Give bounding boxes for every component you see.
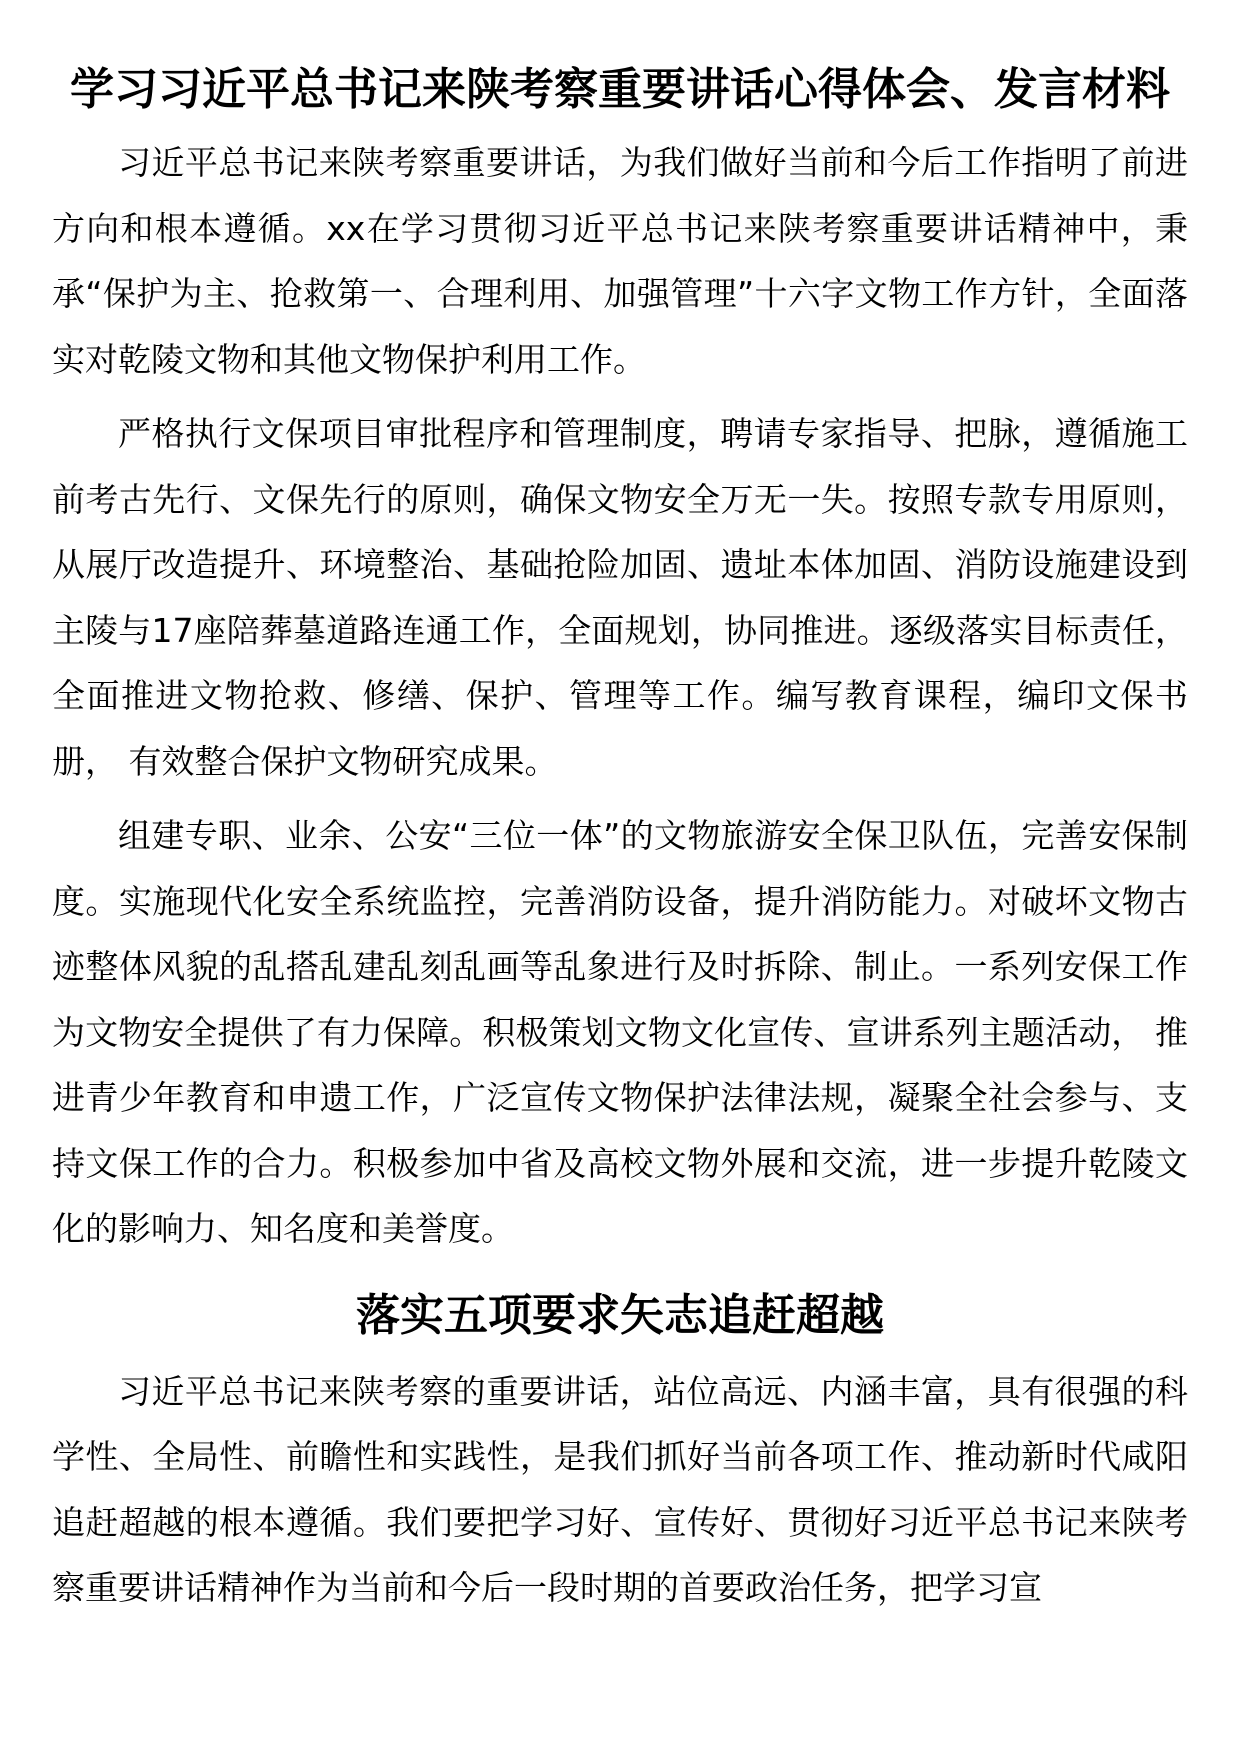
body-paragraph: 严格执行文保项目审批程序和管理制度，聘请专家指导、把脉，遵循施工前考古先行、文保先行的原则，确保文物安全万无一失。按照专款专用原则， 从展厅改造提升、环境整治、基础抢险加固、遗址本体加固、消防设施建设到主陵与17座陪葬墓道路连通工作，全面规划，协同推进。逐级落实目标责任， 全面推进文物抢救、修缮、保护、管理等工作。编写教育课程，编印文保书册， 有效整合保护文物研究成果。 xyxy=(52,414,1188,781)
document-title: 学习习近平总书记来陕考察重要讲话心得体会、发言材料 xyxy=(70,64,1170,115)
section-heading: 落实五项要求矢志追赶超越 xyxy=(356,1289,884,1341)
body-paragraph: 组建专职、业余、公安“三位一体”的文物旅游安全保卫队伍，完善安保制度。实施现代化安全系统监控，完善消防设备，提升消防能力。对破坏文物古迹整体风貌的乱搭乱建乱刻乱画等乱象进行及时拆除、制止。一系列安保工作为文物安全提供了有力保障。积极策划文物文化宣传、宣讲系列主题活动， 推进青少年教育和申遗工作，广泛宣传文物保护法律法规，凝聚全社会参与、支持文保工作的合力。积极参加中省及高校文物外展和交流，进一步提升乾陵文化的影响力、知名度和美誉度。 xyxy=(52,816,1188,1248)
document-page xyxy=(52,0,1188,1621)
body-paragraph: 习近平总书记来陕考察的重要讲话，站位高远、内涵丰富，具有很强的科学性、全局性、前瞻性和实践性，是我们抓好当前各项工作、推动新时代咸阳追赶超越的根本遵循。我们要把学习好、宣传好、贯彻好习近平总书记来陕考察重要讲话精神作为当前和今后一段时期的首要政治任务，把学习宣 xyxy=(52,1371,1188,1607)
body-paragraph: 习近平总书记来陕考察重要讲话，为我们做好当前和今后工作指明了前进方向和根本遵循。xx在学习贯彻习近平总书记来陕考察重要讲话精神中，秉承“保护为主、抢救第一、合理利用、加强管理”十六字文物工作方针，全面落实对乾陵文物和其他文物保护利用工作。 xyxy=(52,143,1188,379)
